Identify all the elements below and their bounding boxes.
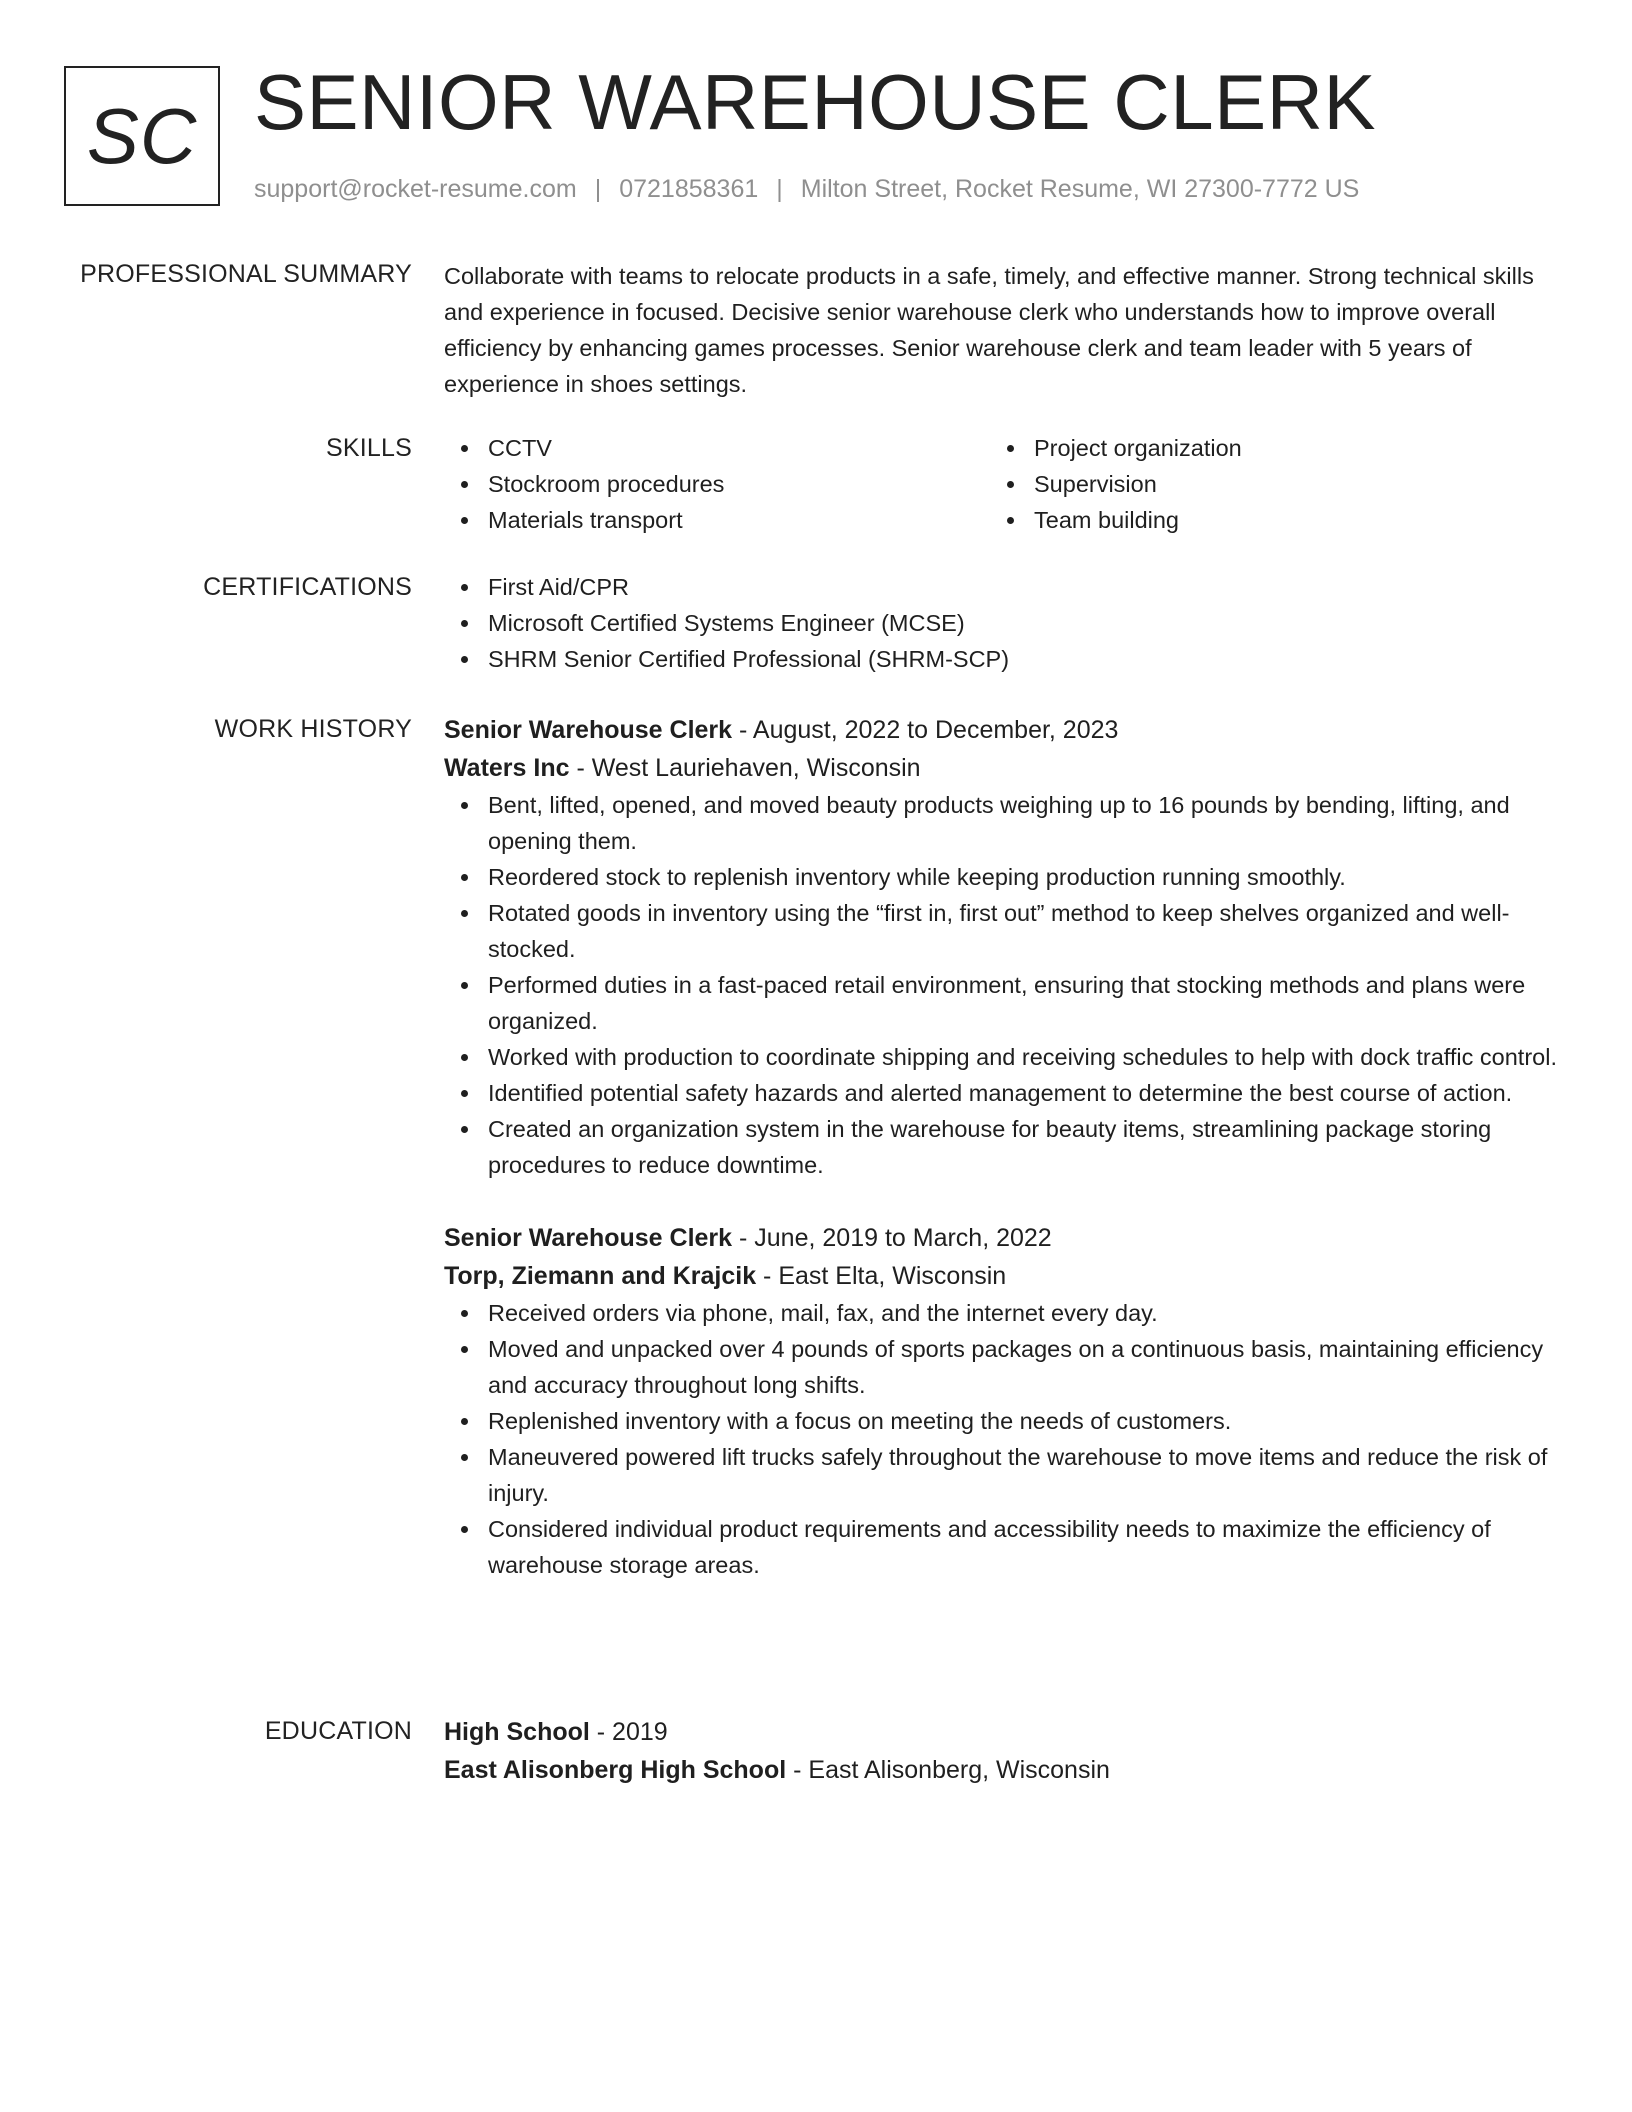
list-item: Bent, lifted, opened, and moved beauty products weighing up to 16 pounds by bending, lifting, and opening them. bbox=[444, 787, 1558, 859]
summary-body bbox=[444, 258, 1558, 402]
job-title: Senior Warehouse Clerk bbox=[444, 1224, 733, 1252]
job-title-line bbox=[444, 1219, 1558, 1257]
skills-body bbox=[444, 430, 1558, 538]
job-bullets bbox=[444, 787, 1558, 1183]
list-item: Considered individual product requirements and accessibility needs to maximize the efficiency of warehouse storage areas. bbox=[444, 1511, 1558, 1583]
education-degree-line bbox=[444, 1713, 1558, 1751]
list-item: Rotated goods in inventory using the “first in, first out” method to keep shelves organized and well-stocked. bbox=[444, 895, 1558, 967]
certifications-body bbox=[444, 569, 1558, 677]
page-title: SENIOR WAREHOUSE CLERK bbox=[254, 58, 1376, 146]
contact-separator: | bbox=[776, 175, 783, 203]
job-location: - East Elta, Wisconsin bbox=[756, 1262, 1007, 1290]
education-degree: High School bbox=[444, 1718, 590, 1746]
list-item: SHRM Senior Certified Professional (SHRM-SCP) bbox=[444, 641, 1558, 677]
list-item: CCTV bbox=[444, 430, 990, 466]
list-item: Microsoft Certified Systems Engineer (MCSE) bbox=[444, 605, 1558, 641]
list-item: Maneuvered powered lift trucks safely throughout the warehouse to move items and reduce the risk of injury. bbox=[444, 1439, 1558, 1511]
list-item: Team building bbox=[990, 502, 1536, 538]
section-label-summary: PROFESSIONAL SUMMARY bbox=[80, 260, 412, 288]
job-company-line bbox=[444, 749, 1558, 787]
list-item: Materials transport bbox=[444, 502, 990, 538]
education-location: - East Alisonberg, Wisconsin bbox=[786, 1756, 1110, 1784]
job-dates: - August, 2022 to December, 2023 bbox=[732, 716, 1119, 744]
job-title-line bbox=[444, 711, 1558, 749]
list-item: Replenished inventory with a focus on meeting the needs of customers. bbox=[444, 1403, 1558, 1439]
job-company: Waters Inc bbox=[444, 754, 570, 782]
education-school-line bbox=[444, 1751, 1558, 1789]
list-item: Created an organization system in the warehouse for beauty items, streamlining package storing procedures to reduce downtime. bbox=[444, 1111, 1558, 1183]
job-company-line bbox=[444, 1257, 1558, 1295]
section-label-work-history: WORK HISTORY bbox=[214, 715, 412, 743]
education-body bbox=[444, 1713, 1558, 1789]
list-item: Supervision bbox=[990, 466, 1536, 502]
job-bullets bbox=[444, 1295, 1558, 1583]
education-year: - 2019 bbox=[589, 1718, 668, 1746]
list-item: Moved and unpacked over 4 pounds of sports packages on a continuous basis, maintaining efficiency and accuracy throughout long shifts. bbox=[444, 1331, 1558, 1403]
job-dates: - June, 2019 to March, 2022 bbox=[732, 1224, 1052, 1252]
summary-text: Collaborate with teams to relocate products in a safe, timely, and effective manner. Strong technical skills and experience in focused. Decisive senior warehouse clerk who understands how to improve overall efficiency by enhancing games processes. Senior warehouse clerk and team leader with 5 years of experience in shoes settings. bbox=[444, 263, 1534, 397]
list-item: Identified potential safety hazards and alerted management to determine the best course of action. bbox=[444, 1075, 1558, 1111]
contact-line bbox=[254, 172, 1359, 206]
skills-list-right bbox=[990, 430, 1536, 538]
education-school: East Alisonberg High School bbox=[444, 1756, 787, 1784]
work-history-body bbox=[444, 711, 1558, 1583]
list-item: Performed duties in a fast-paced retail environment, ensuring that stocking methods and plans were organized. bbox=[444, 967, 1558, 1039]
contact-address: Milton Street, Rocket Resume, WI 27300-7772 US bbox=[800, 175, 1360, 203]
skills-columns bbox=[444, 430, 1558, 538]
job-company: Torp, Ziemann and Krajcik bbox=[444, 1262, 757, 1290]
list-item: First Aid/CPR bbox=[444, 569, 1558, 605]
contact-separator: | bbox=[594, 175, 602, 203]
job-entry bbox=[444, 1219, 1558, 1583]
skills-list-left bbox=[444, 430, 990, 538]
section-label-certifications: CERTIFICATIONS bbox=[203, 573, 412, 601]
list-item: Worked with production to coordinate shipping and receiving schedules to help with dock traffic control. bbox=[444, 1039, 1558, 1075]
list-item: Project organization bbox=[990, 430, 1536, 466]
certifications-list bbox=[444, 569, 1558, 677]
job-location: - West Lauriehaven, Wisconsin bbox=[569, 754, 921, 782]
monogram-logo: SC bbox=[64, 66, 220, 206]
list-item: Stockroom procedures bbox=[444, 466, 990, 502]
contact-phone: 0721858361 bbox=[619, 175, 759, 203]
contact-email: support@rocket-resume.com bbox=[254, 175, 577, 203]
section-label-skills: SKILLS bbox=[326, 434, 412, 462]
list-item: Reordered stock to replenish inventory while keeping production running smoothly. bbox=[444, 859, 1558, 895]
section-label-education: EDUCATION bbox=[264, 1717, 412, 1745]
job-title: Senior Warehouse Clerk bbox=[444, 716, 733, 744]
list-item: Received orders via phone, mail, fax, and the internet every day. bbox=[444, 1295, 1558, 1331]
job-entry bbox=[444, 711, 1558, 1183]
